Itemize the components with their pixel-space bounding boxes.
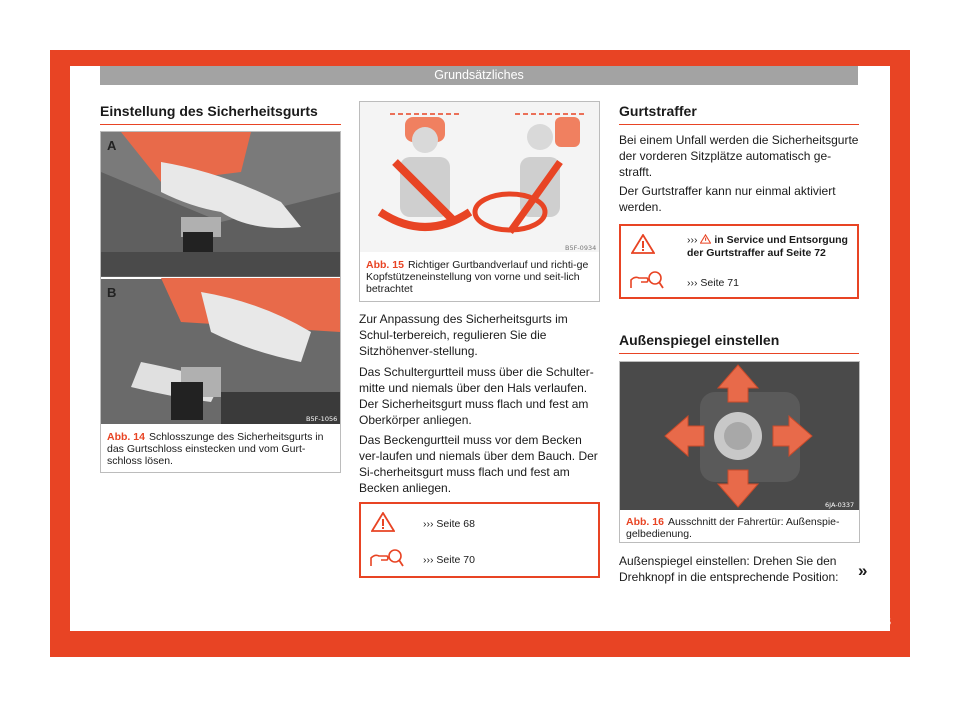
- reference-arrows: ›››: [687, 234, 698, 246]
- panel-label-a: A: [107, 138, 117, 153]
- continue-marker: »: [858, 561, 868, 580]
- warning-triangle-icon: [371, 512, 395, 532]
- figure-caption: [107, 431, 335, 467]
- paragraph-mirror-adjust: Außenspiegel einstellen: Drehen Sie den Drehknopf in die entsprechende Position:: [619, 554, 839, 584]
- hand-magnifier-icon: [369, 548, 405, 570]
- caption-label: Abb. 14: [107, 431, 145, 443]
- caption-text: Richtiger Gurtbandverlauf und richti-ge Kopfstützeneinstellung von vorne und seit-lich betrachtet: [366, 259, 589, 295]
- reference-warning-link[interactable]: ››› Seite 68: [423, 518, 475, 530]
- figure-code: 6JA-0337: [825, 501, 855, 509]
- warning-triangle-inline-icon: [700, 234, 711, 244]
- paragraph-pretensioner-info: Bei einem Unfall werden die Sicherheitsgurte der vorderen Sitzplätze automatisch ge-strafft.: [619, 133, 859, 179]
- section-title-seatbelt: Einstellung des Sicherheitsgurts: [100, 103, 341, 125]
- reference-warning-link[interactable]: [687, 234, 852, 260]
- caption-label: Abb. 15: [366, 259, 404, 271]
- figure-code: B5F-1056: [306, 415, 338, 423]
- reference-note-link[interactable]: ››› Seite 71: [687, 277, 739, 289]
- caption-label: Abb. 16: [626, 516, 664, 528]
- figure-seatbelt-buckle: [100, 131, 341, 473]
- caption-text: Schlosszunge des Sicherheitsgurts in das Gurtschloss einstecken und vom Gurt-schloss lösen.: [107, 431, 324, 467]
- caption-text: Ausschnitt der Fahrertür: Außenspie-gelbedienung.: [626, 516, 840, 540]
- paragraph-lap-belt: Das Beckengurtteil muss vor dem Becken ver-laufen und niemals über dem Bauch. Der Si-cherheitsgurt muss flach und fest am Becken anliegen.: [359, 433, 598, 495]
- chapter-header: Grundsätzliches: [100, 66, 858, 85]
- figure-belt-routing: [359, 101, 600, 302]
- section-title-mirror: Außenspiegel einstellen: [619, 332, 859, 354]
- paragraph-pretensioner-once: Der Gurtstraffer kann nur einmal aktiviert werden.: [619, 184, 836, 214]
- warning-box-middle: [359, 502, 600, 578]
- figure-code: B5F-0934: [565, 244, 597, 252]
- figure-caption: [626, 516, 854, 540]
- seatbelt-illustration: [101, 132, 340, 424]
- warning-box-right: [619, 224, 859, 299]
- figure-mirror-control: [619, 361, 860, 543]
- hand-magnifier-icon: [629, 270, 665, 292]
- figure-caption: [366, 259, 594, 295]
- belt-routing-illustration: [360, 102, 599, 252]
- warning-triangle-icon: [631, 234, 655, 254]
- mirror-control-illustration: [620, 362, 859, 510]
- section-title-pretensioner: Gurtstraffer: [619, 103, 859, 125]
- paragraph-shoulder-belt: Das Schultergurtteil muss über die Schulter-mitte und niemals über den Hals verlaufen. Der Sicherheitsgurt muss flach und fest am Oberkörper anliegen.: [359, 365, 594, 427]
- reference-warning-text: in Service und Entsorgung der Gurtstraffer auf Seite 72: [687, 234, 848, 259]
- page-number: 15: [881, 617, 892, 627]
- reference-note-link[interactable]: ››› Seite 70: [423, 554, 475, 566]
- paragraph-shoulder-height: Zur Anpassung des Sicherheitsgurts im Schul-terbereich, regulieren Sie die Sitzhöhenver-stellung.: [359, 312, 568, 358]
- panel-label-b: B: [107, 285, 117, 300]
